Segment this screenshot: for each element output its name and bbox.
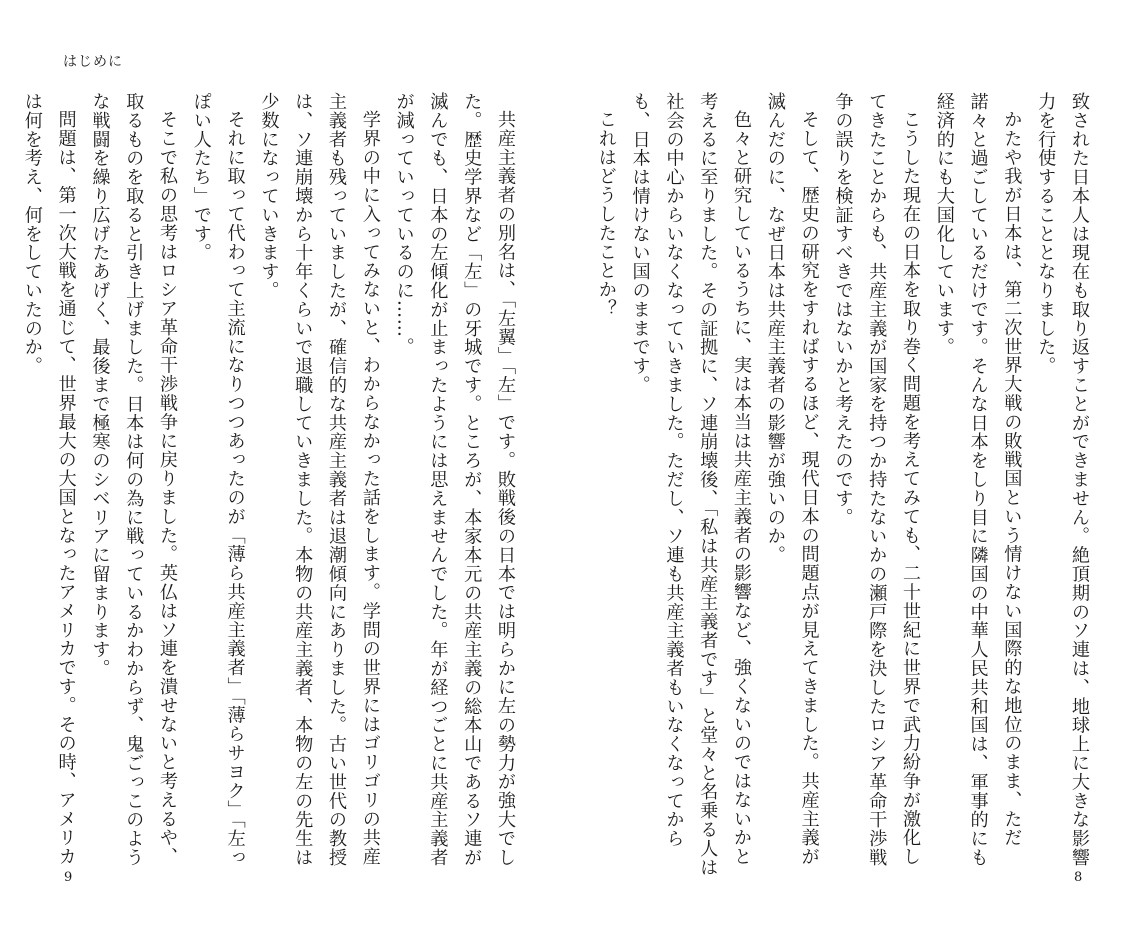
paragraph: これはどうしたことか？ <box>595 110 617 319</box>
running-head: はじめに <box>63 54 123 70</box>
paragraph: かたや我が日本は、第二次世界大戦の敗戦国という情けない国際的な地位のまま、ただ諾々と過ごしているだけです。そんな日本をしり目に隣国の中華人民共和国は、軍事的にも経済的にも大国化しています。 <box>933 92 1023 867</box>
paragraph: 学界の中に入ってみないと、わからなかった話をします。学問の世界にはゴリゴリの共産主義者も残っていましたが、確信的な共産主義者は退潮傾向にありました。古い世代の教授は、ソ連崩壊から十年くらいで退職していきました。本物の共産主義者、本物の左の先生は少数になっていきます。 <box>258 92 381 867</box>
page-number-right: 8 <box>1074 870 1083 885</box>
paragraph: こうした現在の日本を取り巻く問題を考えてみても、二十世紀に世界で武力紛争が激化してきたことからも、共産主義が国家を持つか持たないかの瀬戸際を決したロシア革命干渉戦争の誤りを検証すべきではないかと考えたのです。 <box>832 92 922 867</box>
paragraph: 問題は、第一次大戦を通じて、世界最大の大国となったアメリカです。その時、アメリカは何を考え、何をしていたのか。 <box>21 92 77 867</box>
paragraph: 色々と研究しているうちに、実は本当は共産主義者の影響など、強くないのではないかと考えるに至りました。その証拠に、ソ連崩壊後、「私は共産主義者です」と堂々と名乗る人は社会の中心からいなくなっていきました。ただし、ソ連も共産主義者もいなくなってからも、日本は情けない国のままです。 <box>629 92 753 877</box>
page-9-body <box>21 92 522 882</box>
page-8-body <box>595 92 1096 882</box>
paragraph: 致された日本人は現在も取り返すことができません。絶頂期のソ連は、地球上に大きな影響力を行使することとなりました。 <box>1035 92 1090 867</box>
page-number-left: 9 <box>64 870 73 885</box>
paragraph: そして、歴史の研究をすればするほど、現代日本の問題点が見えてきました。共産主義が滅んだのに、なぜ日本は共産主義者の影響が強いのか。 <box>764 92 820 867</box>
paragraph: そこで私の思考はロシア革命干渉戦争に戻りました。英仏はソ連を潰せないと考えるや、取るものを取ると引き上げました。日本は何の為に戦っているかわからず、鬼ごっこのような戦闘を繰り広げたあげく、最後まで極寒のシベリアに留まります。 <box>89 92 179 867</box>
paragraph: それに取って代わって主流になりつつあったのが「薄ら共産主義者」「薄らサヨク」「左っぽい人たち」です。 <box>190 92 246 867</box>
paragraph: 共産主義者の別名は、「左翼」「左」です。敗戦後の日本では明らかに左の勢力が強大でした。歴史学界など「左」の牙城です。ところが、本家本元の共産主義の総本山であるソ連が滅んでも、日本の左傾化が止まったようには思えませんでした。年が経つごとに共産主義者が減っていっているのに……。 <box>393 92 516 867</box>
